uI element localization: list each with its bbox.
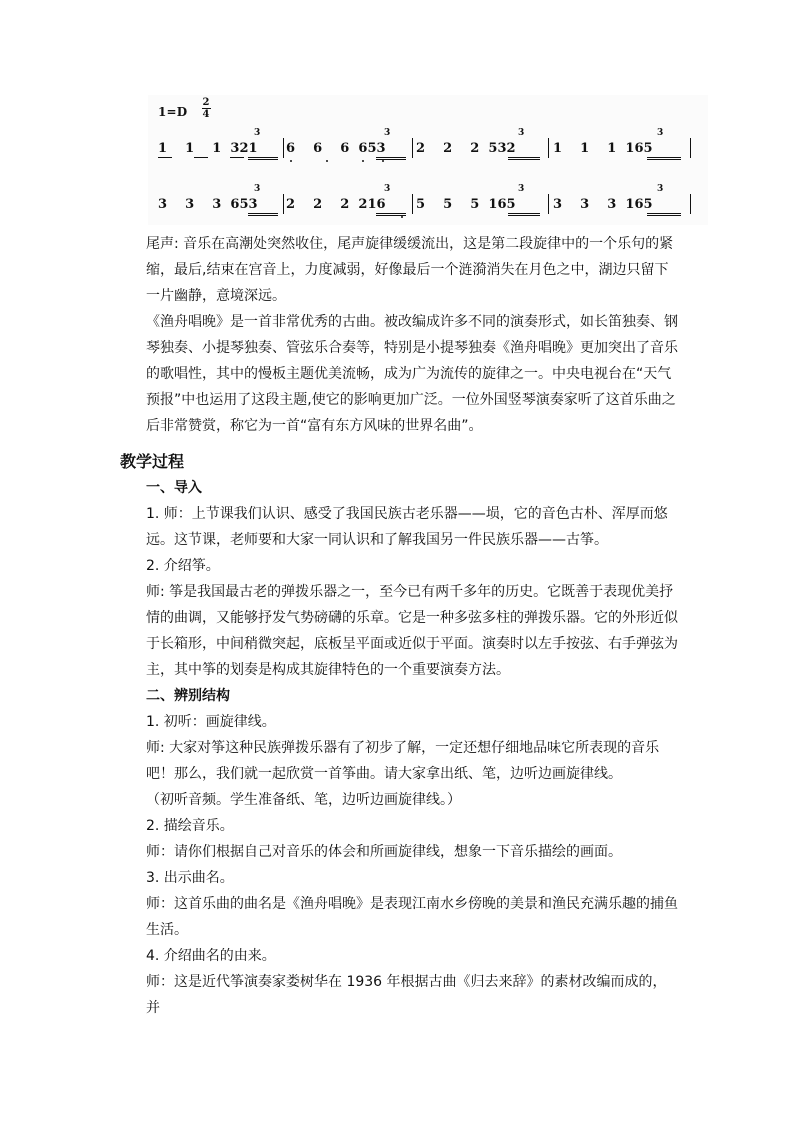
score-row-1: [158, 128, 698, 168]
section-2-item-2-text: 师：请你们根据自己对音乐的体会和所画旋律线，想象一下音乐描绘的画面。: [146, 844, 622, 860]
triplet-mark: 3: [657, 184, 664, 194]
triplet-mark: 3: [384, 184, 391, 194]
triplet-mark: 3: [384, 128, 391, 138]
section-2-item-1-text: 师: 大家对筝这种民族弹拨乐器有了初步了解，一定还想仔细地品味它所表现的音乐吧！那么，我们就一起欣赏一首筝曲。请大家拿出纸、笔，边听边画旋律线。: [146, 740, 660, 782]
time-signature: [200, 98, 212, 119]
section-2-item-4-text: 师：这是近代筝演奏家娄树华在 1936 年根据古曲《归去来辞》的素材改编而成的，并: [146, 974, 667, 1016]
measure: [553, 184, 690, 224]
measure: [416, 184, 548, 224]
measure: [416, 128, 548, 168]
measure: [286, 184, 412, 224]
triplet-mark: 3: [254, 184, 261, 194]
measure-notes: 3 3 3 653: [158, 197, 258, 212]
section-heading: 教学过程: [120, 452, 185, 471]
measure: [286, 128, 412, 168]
section-1-item-1: 1. 师：上节课我们认识、感受了我国民族古老乐器——埙，它的音色古朴、浑厚而悠远。这节课，老师要和大家一同认识和了解我国另一件民族乐器——古筝。: [146, 506, 668, 548]
piece-intro-paragraph: 《渔舟唱晚》是一首非常优秀的古曲。被改编成许多不同的演奏形式，如长笛独奏、钢琴独奏、小提琴独奏、管弦乐合奏等，特别是小提琴独奏《渔舟唱晚》更加突出了音乐的歌唱性，其中的慢板主题优美流畅，成为广为流传的旋律之一。中央电视台在“天气预报”中也运用了这段主题,使它的影响更加广泛。一位外国竖琴演奏家听了这首乐曲之后非常赞赏，称它为一首“富有东方风味的世界名曲”。: [146, 314, 678, 434]
triplet-mark: 3: [657, 128, 664, 138]
section-1-heading: 一、导入: [146, 480, 202, 496]
intro-text-block: [120, 231, 680, 439]
measure-notes: 2 2 2 532: [416, 141, 516, 156]
section-2-item-4: 4. 介绍曲名的由来。: [146, 948, 276, 964]
measure-notes: 5 5 5 165: [416, 197, 516, 212]
measure-notes: 6 6 6 653: [286, 141, 386, 156]
section-1-item-2: 2. 介绍筝。: [146, 558, 220, 574]
triplet-mark: 3: [254, 128, 261, 138]
measure: [158, 184, 283, 224]
section-2-item-1-note: （初听音频。学生准备纸、笔，边听边画旋律线。）: [146, 792, 461, 808]
coda-paragraph: 尾声: 音乐在高潮处突然收住，尾声旋律缓缓流出，这是第二段旋律中的一个乐句的紧缩，最后,结束在宫音上，力度减弱，好像最后一个涟漪消失在月色之中，湖边只留下一片幽静，意境深远。: [146, 236, 674, 304]
measure-notes: 2 2 2 216: [286, 197, 386, 212]
section-1-item-2-text: 师: 筝是我国最古老的弹拨乐器之一，至今已有两千多年的历史。它既善于表现优美抒情的曲调，又能够抒发气势磅礴的乐章。它是一种多弦多柱的弹拨乐器。它的外形近似于长箱形，中间稍微突起，底板呈平面或近似于平面。演奏时以左手按弦、右手弹弦为主，其中筝的划奏是构成其旋律特色的一个重要演奏方法。: [146, 584, 678, 678]
time-signature-numerator: 2: [202, 97, 210, 108]
section-2-heading: 二、辨别结构: [146, 688, 230, 704]
score-row-2: [158, 184, 698, 224]
time-signature-denominator: 4: [202, 109, 210, 120]
measure-notes: 3 3 3 165: [553, 197, 653, 212]
teaching-process-block: [120, 449, 680, 1021]
key-signature: 1=D: [158, 105, 188, 119]
music-score: [148, 95, 708, 225]
section-2-item-3: 3. 出示曲名。: [146, 870, 234, 886]
measure-notes: 1 1 1 321: [158, 141, 258, 156]
measure-notes: 1 1 1 165: [553, 141, 653, 156]
triplet-mark: 3: [518, 184, 525, 194]
process-body: [120, 475, 680, 1021]
section-2-item-1: 1. 初听：画旋律线。: [146, 714, 276, 730]
measure: [553, 128, 690, 168]
measure: [158, 128, 283, 168]
section-2-item-2: 2. 描绘音乐。: [146, 818, 234, 834]
triplet-mark: 3: [518, 128, 525, 138]
section-2-item-3-text: 师：这首乐曲的曲名是《渔舟唱晚》是表现江南水乡傍晚的美景和渔民充满乐趣的捕鱼生活。: [146, 896, 678, 938]
